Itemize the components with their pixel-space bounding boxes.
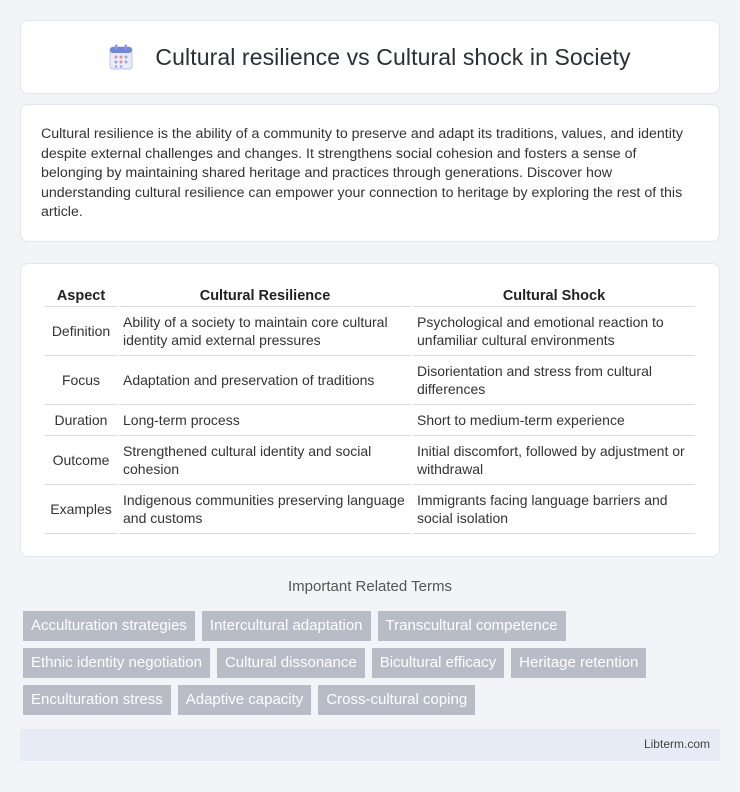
related-term-tag[interactable]: Acculturation strategies — [23, 611, 195, 641]
related-term-tag[interactable]: Bicultural efficacy — [372, 648, 504, 678]
table-row — [45, 307, 695, 356]
row-shock: Disorientation and stress from cultural differences — [413, 356, 695, 405]
row-shock: Immigrants facing language barriers and social isolation — [413, 485, 695, 534]
related-term-tag[interactable]: Adaptive capacity — [178, 685, 312, 715]
header-cultural-shock: Cultural Shock — [413, 284, 695, 307]
row-aspect: Duration — [45, 405, 117, 436]
header-card — [20, 20, 720, 94]
footer-site-link[interactable]: Libterm.com — [643, 737, 710, 751]
related-term-tag[interactable]: Ethnic identity negotiation — [23, 648, 210, 678]
table-row — [45, 485, 695, 534]
row-aspect: Examples — [45, 485, 117, 534]
table-header-row — [45, 284, 695, 307]
comparison-table — [43, 284, 697, 534]
intro-card — [20, 104, 720, 242]
row-resilience: Long-term process — [119, 405, 411, 436]
footer — [20, 729, 720, 761]
title-wrap — [109, 44, 630, 71]
related-term-tag[interactable]: Cross-cultural coping — [318, 685, 475, 715]
row-shock: Initial discomfort, followed by adjustment or withdrawal — [413, 436, 695, 485]
related-term-tag[interactable]: Heritage retention — [511, 648, 646, 678]
related-term-tag[interactable]: Cultural dissonance — [217, 648, 365, 678]
row-resilience: Indigenous communities preserving language and customs — [119, 485, 411, 534]
row-aspect: Focus — [45, 356, 117, 405]
row-aspect: Outcome — [45, 436, 117, 485]
row-resilience: Ability of a society to maintain core cultural identity amid external pressures — [119, 307, 411, 356]
header-aspect: Aspect — [45, 284, 117, 307]
row-resilience: Adaptation and preservation of traditions — [119, 356, 411, 405]
table-row — [45, 436, 695, 485]
header-cultural-resilience: Cultural Resilience — [119, 284, 411, 307]
table-row — [45, 356, 695, 405]
row-shock: Psychological and emotional reaction to unfamiliar cultural environments — [413, 307, 695, 356]
row-aspect: Definition — [45, 307, 117, 356]
row-resilience: Strengthened cultural identity and social cohesion — [119, 436, 411, 485]
related-terms-title: Important Related Terms — [288, 578, 452, 595]
comparison-table-card — [20, 263, 720, 557]
calendar-icon — [109, 44, 133, 70]
related-term-tag[interactable]: Enculturation stress — [23, 685, 171, 715]
row-shock: Short to medium-term experience — [413, 405, 695, 436]
intro-paragraph: Cultural resilience is the ability of a community to preserve and adapt its traditions, values, and identity despite external challenges and changes. It strengthens social cohesion and fosters a sense of belonging by maintaining shared heritage and practices through generations. Discover how understanding cultural resilience can empower your connection to heritage by exploring the rest of this article. — [41, 126, 683, 220]
related-terms-list — [23, 611, 723, 715]
table-row — [45, 405, 695, 436]
related-term-tag[interactable]: Intercultural adaptation — [202, 611, 371, 641]
related-term-tag[interactable]: Transcultural competence — [378, 611, 566, 641]
page-title: Cultural resilience vs Cultural shock in Society — [155, 43, 631, 70]
